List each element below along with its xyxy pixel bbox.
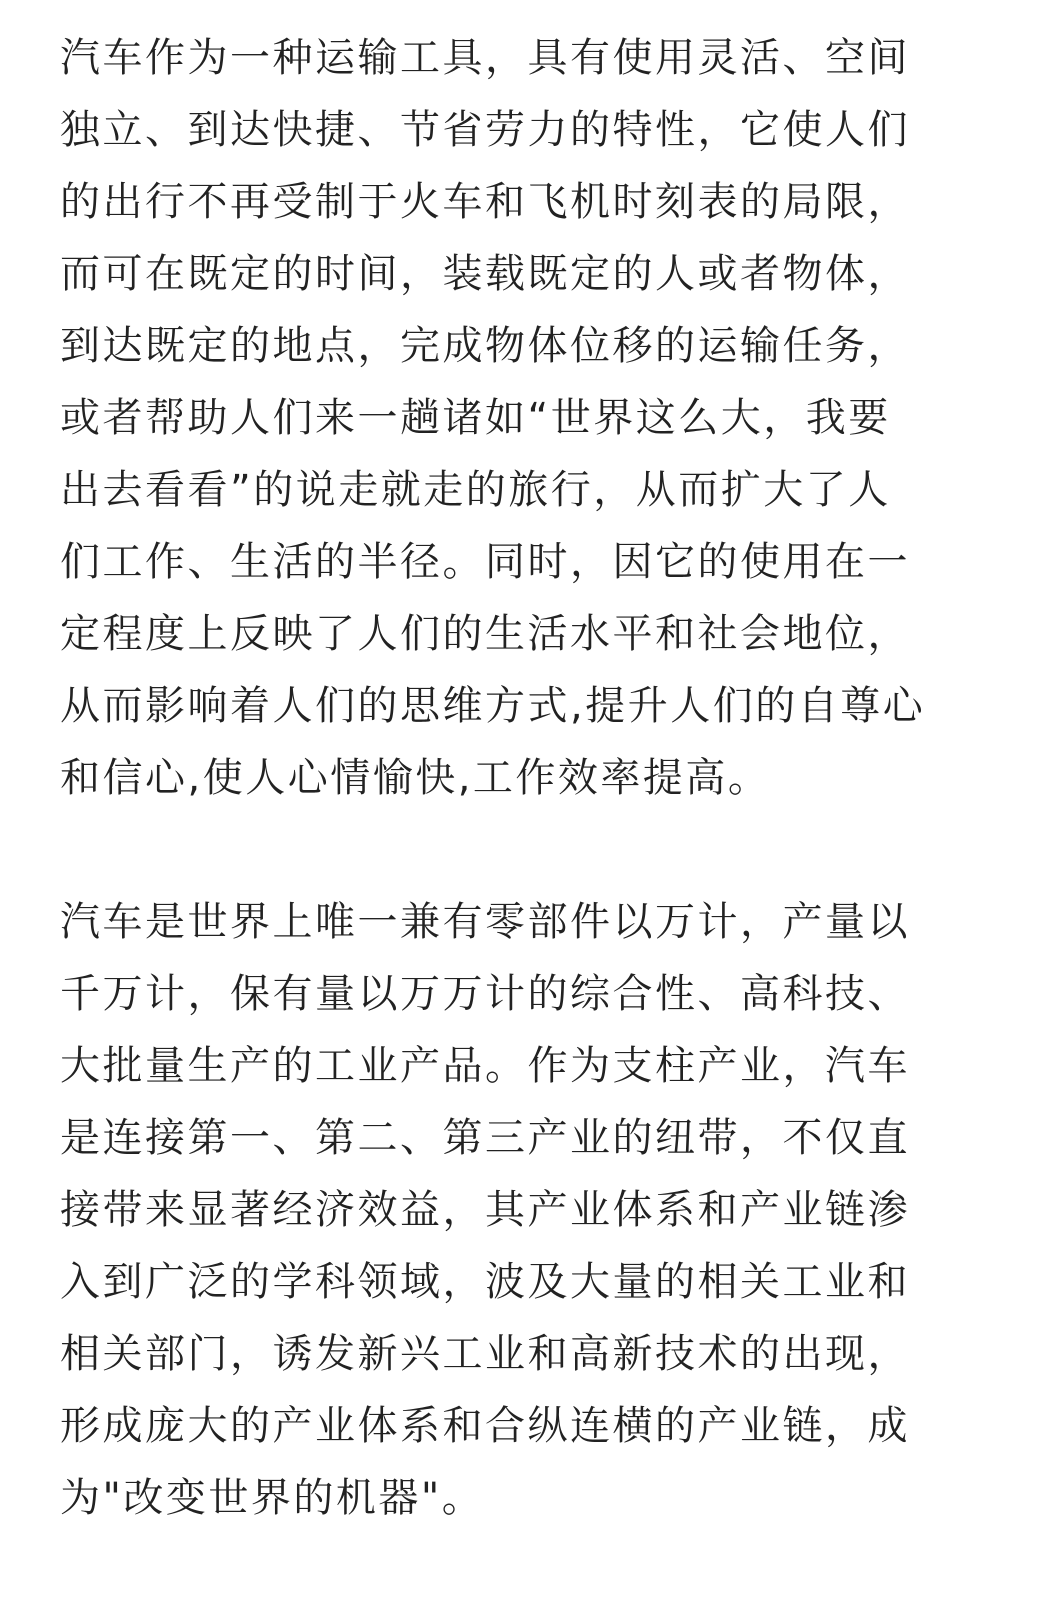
text-line: 形成庞大的产业体系和合纵连横的产业链，成: [60, 1403, 910, 1449]
text-line: 为"改变世界的机器"。: [60, 1475, 485, 1521]
text-line: 的出行不再受制于火车和飞机时刻表的局限，: [60, 179, 910, 225]
text-line: 独立、到达快捷、节省劳力的特性，它使人们: [60, 107, 910, 153]
article-body: [60, 22, 975, 1534]
text-line: 千万计，保有量以万万计的综合性、高科技、: [60, 971, 910, 1017]
text-line: 或者帮助人们来一趟诸如“世界这么大，我要: [60, 395, 891, 441]
text-line: 定程度上反映了人们的生活水平和社会地位，: [60, 611, 910, 657]
text-line: 从而影响着人们的思维方式,提升人们的自尊心: [60, 683, 926, 729]
text-line: 和信心,使人心情愉快,工作效率提高。: [60, 755, 771, 801]
text-line: 汽车作为一种运输工具，具有使用灵活、空间: [60, 35, 910, 81]
paragraph-1: [60, 22, 975, 814]
text-line: 入到广泛的学科领域，波及大量的相关工业和: [60, 1259, 910, 1305]
text-line: 相关部门，诱发新兴工业和高新技术的出现，: [60, 1331, 910, 1377]
text-line: 接带来显著经济效益，其产业体系和产业链渗: [60, 1187, 910, 1233]
text-line: 到达既定的地点，完成物体位移的运输任务，: [60, 323, 910, 369]
text-line: 大批量生产的工业产品。作为支柱产业，汽车: [60, 1043, 910, 1089]
text-line: 们工作、生活的半径。同时，因它的使用在一: [60, 539, 910, 585]
paragraph-spacer: [60, 814, 975, 886]
text-line: 汽车是世界上唯一兼有零部件以万计，产量以: [60, 899, 910, 945]
paragraph-2: [60, 886, 975, 1534]
text-line: 是连接第一、第二、第三产业的纽带，不仅直: [60, 1115, 910, 1161]
text-line: 而可在既定的时间，装载既定的人或者物体，: [60, 251, 910, 297]
text-line: 出去看看”的说走就走的旅行，从而扩大了人: [60, 467, 891, 513]
